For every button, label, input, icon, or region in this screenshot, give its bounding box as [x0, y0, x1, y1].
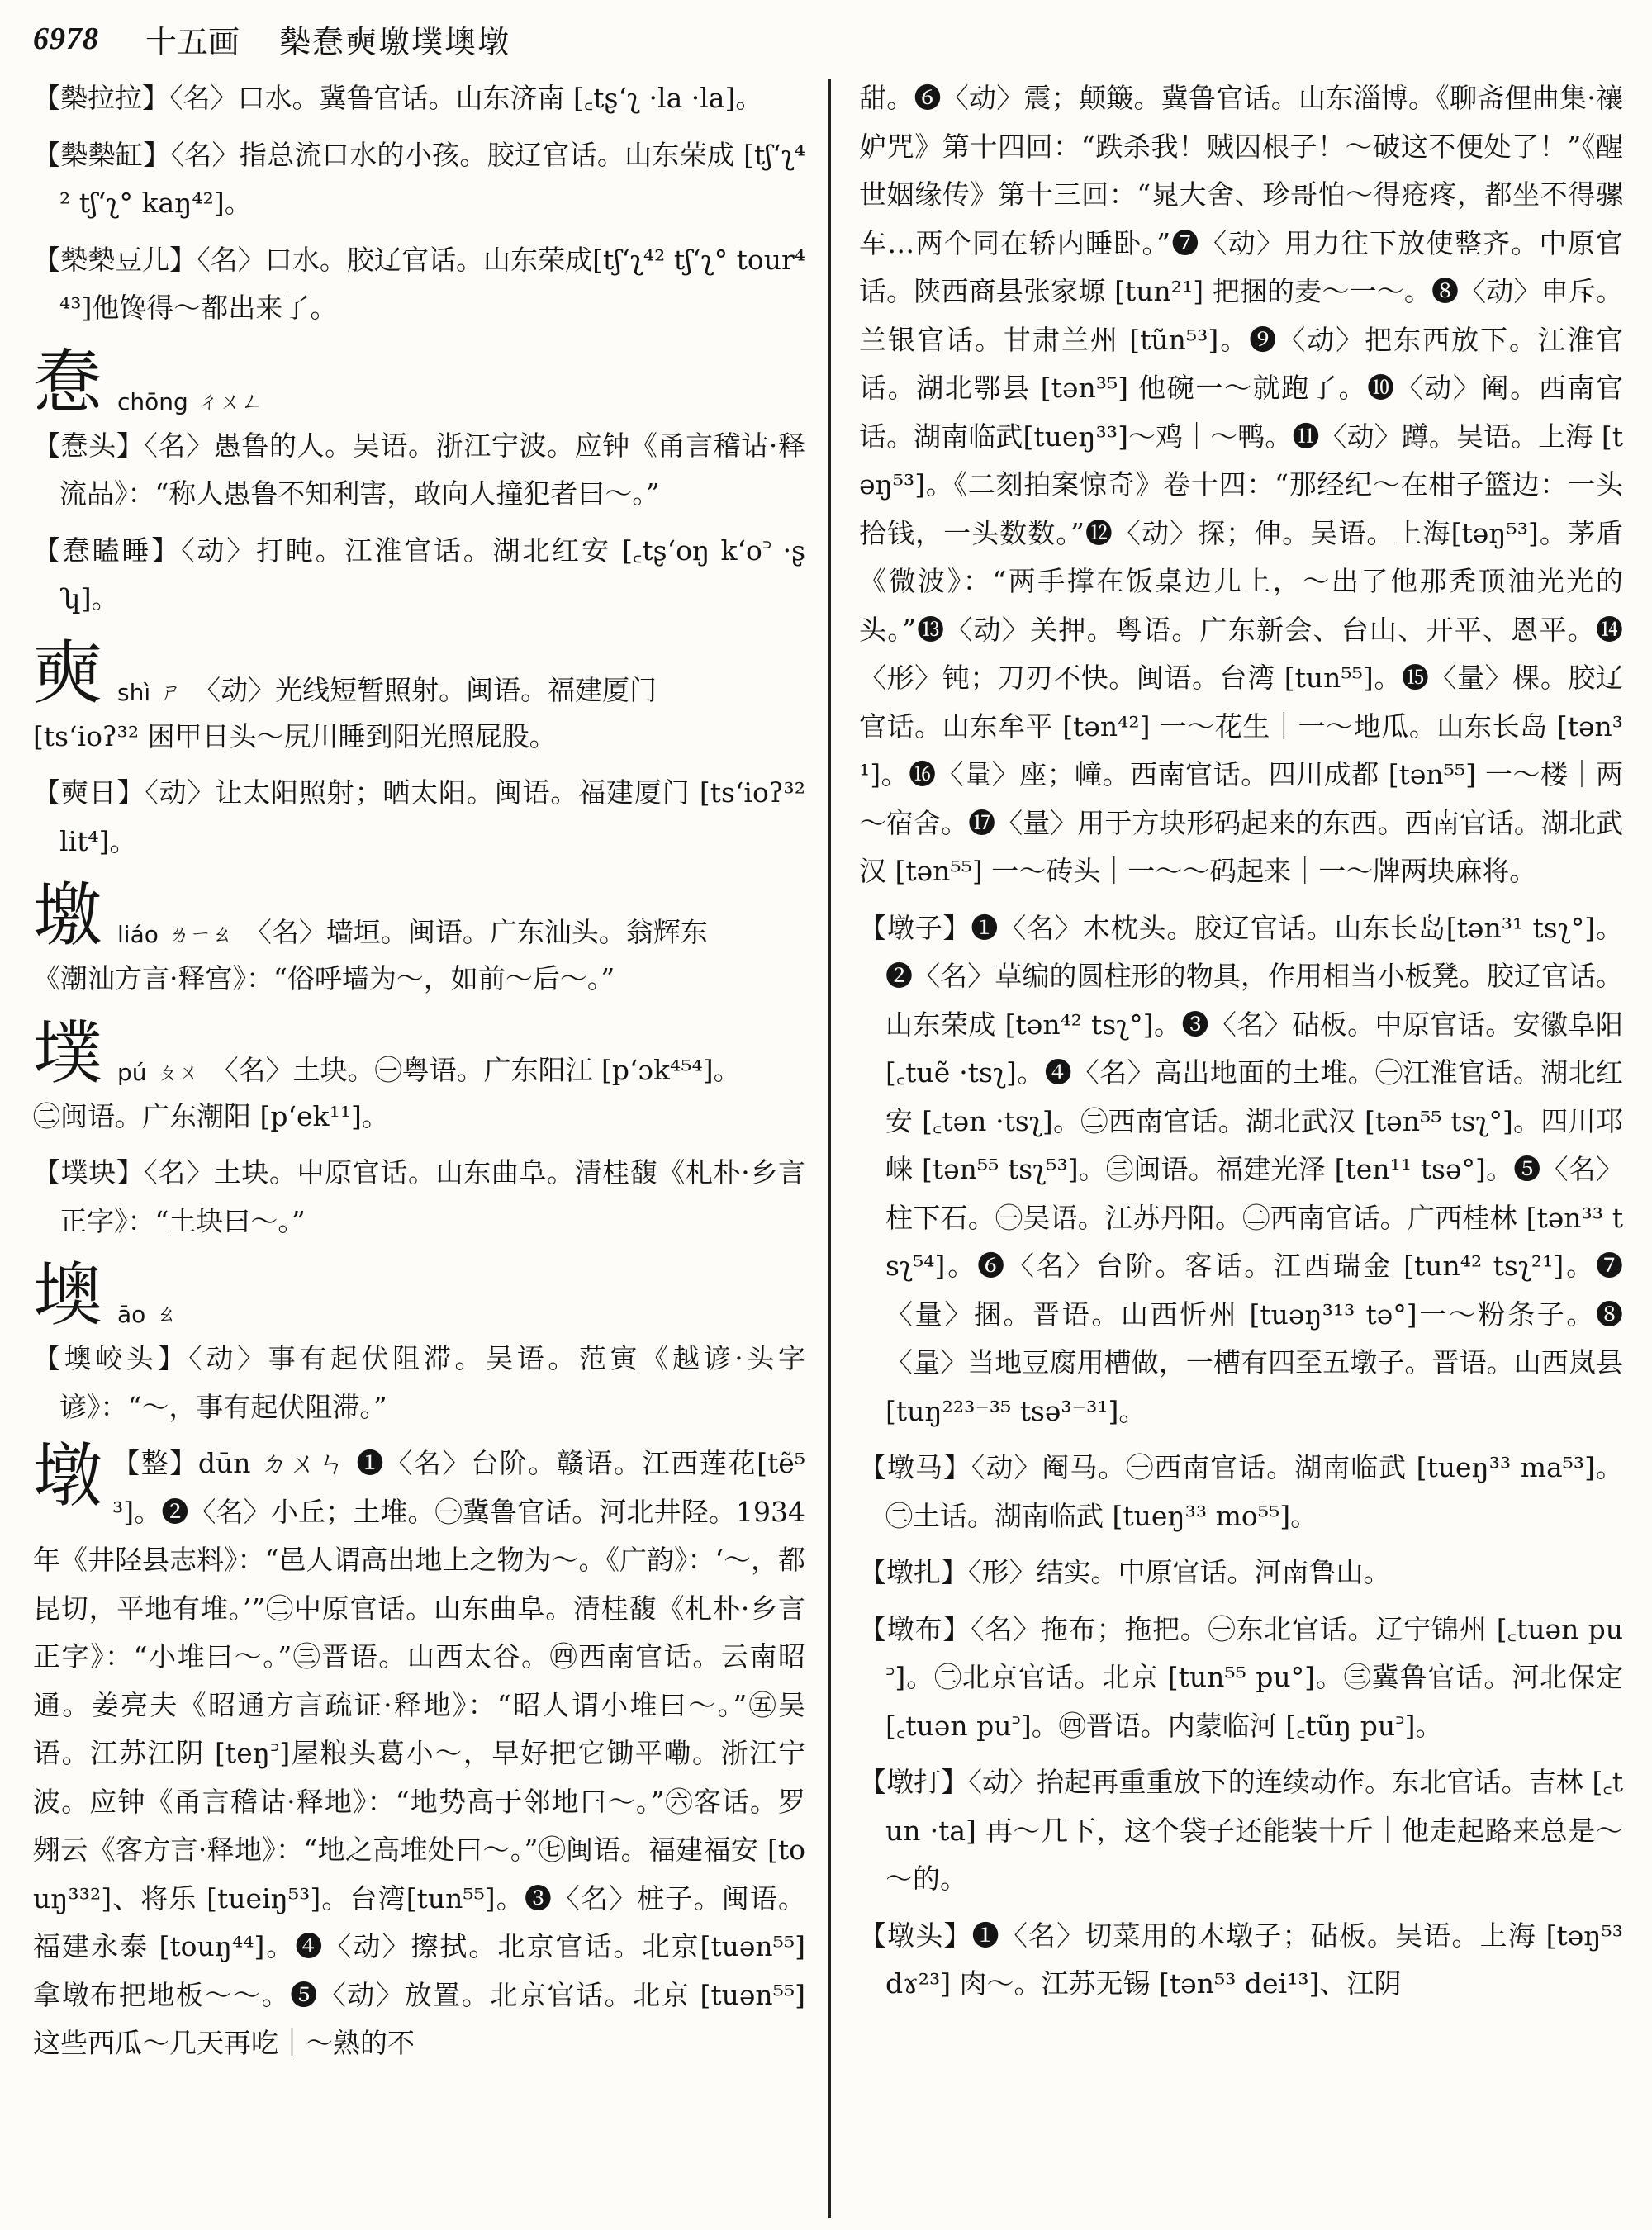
page-number: 6978: [33, 21, 99, 56]
dun-definition-continued: 甜。❻〈动〉震；颠簸。冀鲁官话。山东淄博。《聊斋俚曲集·禳妒咒》第十四回：“跌杀我！贼囚根子！～破这不便处了！”《醒世姻缘传》第十三回：“晁大舍、珍哥怕～得疮疼，都坐不得骡车…两个同在轿内睡卧。”❼〈动〉用力往下放使整齐。中原官话。陕西商县张家塬 [tun²¹] 把捆的麦～一～。❽〈动〉申斥。兰银官话。甘肃兰州 [tũn⁵³]。❾〈动〉把东西放下。江淮官话。湖北鄂县 [tən³⁵] 他碗一～就跑了。❿〈动〉阉。西南官话。湖南临武[tueŋ³³]～鸡｜～鸭。⓫〈动〉蹲。吴语。上海 [təŋ⁵³]。《二刻拍案惊奇》卷十四：“那经纪～在柑子篮边：一头拾钱，一头数数。”⓬〈动〉探；伸。吴语。上海[təŋ⁵³]。茅盾《微波》：“两手撑在饭桌边儿上，～出了他那秃顶油光光的头。”⓭〈动〉关押。粤语。广东新会、台山、开平、恩平。⓮〈形〉钝；刀刃不快。闽语。台湾 [tun⁵⁵]。⓯〈量〉棵。胶辽官话。山东牟平 [tən⁴²] 一～花生｜一～地瓜。山东长岛 [tən³¹]。⓰〈量〉座；幢。西南官话。四川成都 [tən⁵⁵] 一～楼｜两～宿舍。⓱〈量〉用于方块形码起来的东西。西南官话。湖北武汉 [tən⁵⁵] 一～砖头｜一～～码起来｜一～牌两块麻将。: [859, 82, 1623, 887]
entry-chong-ke-shui: 【惷瞌睡】〈动〉打盹。江淮官话。湖北红安 [꜀tʂʻoŋ kʻo꜄ ·ʂʮ]。: [33, 534, 805, 614]
entry-qi-la-la: 【槷拉拉】〈名〉口水。冀鲁官话。山东济南 [꜀tʂʻʅ ·la ·la]。: [33, 82, 763, 114]
entry-ao-jiao-tou: 【墺峧头】〈动〉事有起伏阻滞。吴语。范寅《越谚·头字谚》：“～，事有起伏阻滞。”: [33, 1342, 805, 1423]
char-entry-dun: [33, 1435, 805, 2068]
definition: 〈名〉土块。㊀粤语。广东阳江 [pʻɔk⁴⁵⁴]。: [211, 1053, 741, 1086]
headword-character: 惷: [33, 341, 103, 423]
pinyin: shì: [117, 678, 151, 706]
char-head-pu: [33, 1012, 805, 1094]
pinyin: chōng: [117, 387, 188, 415]
column-divider: [828, 79, 831, 2218]
definition-continued: [tsʻioʔ³² 困甲日头～尻川睡到阳光照屁股。: [33, 719, 557, 752]
entry-chong-tou: 【惷头】〈名〉愚鲁的人。吴语。浙江宁波。应钟《甬言稽诂·释流品》：“称人愚鲁不知利害，敢向人撞犯者曰～。”: [33, 429, 805, 510]
entry-pu-kuai: 【墣块】〈名〉土块。中原官话。山东曲阜。清桂馥《札朴·乡言正字》：“土块曰～。”: [33, 1156, 805, 1237]
entry-dun-da: 【墩打】〈动〉抬起再重重放下的连续动作。东北官话。吉林 [꜀tun ·ta] 再～几下，这个袋子还能装十斤｜他走起路来总是～～的。: [859, 1766, 1623, 1895]
zhuyin: ㄔㄨㄥ: [197, 389, 263, 415]
headword-character: 墣: [33, 1012, 103, 1094]
pinyin: āo: [117, 1301, 146, 1328]
page-header: [33, 12, 1619, 66]
entry-qi-qi-gang: 【槷槷缸】〈名〉指总流口水的小孩。胶辽官话。山东荣成 [tʃʻʅ⁴² tʃʻʅ° kaŋ⁴²]。: [33, 138, 805, 219]
entry-dun-zha: 【墩扎】〈形〉结实。中原官话。河南鲁山。: [859, 1556, 1391, 1588]
zhuyin: ㄌㄧㄠ: [168, 923, 233, 947]
char-head-ao: [33, 1254, 805, 1336]
entry-shi-ri: 【奭日】〈动〉让太阳照射；晒太阳。闽语。福建厦门 [tsʻioʔ³² lit⁴]。: [33, 776, 805, 857]
headword-character: 墩: [33, 1435, 103, 1516]
entry-dun-tou: 【墩头】❶〈名〉切菜用的木墩子；砧板。吴语。上海 [təŋ⁵³ dɤ²³] 肉～。江苏无锡 [tən⁵³ dei¹³]、江阴: [859, 1919, 1623, 2000]
left-column: [33, 74, 805, 2068]
zhuyin: ㄠ: [155, 1302, 178, 1327]
definition: 〈动〉光线短暂照射。闽语。福建厦门: [193, 673, 657, 706]
headword-character: 墺: [33, 1255, 103, 1336]
entry-dun-zi: 【墩子】❶〈名〉木枕头。胶辽官话。山东长岛[tən³¹ tsʅ°]。❷〈名〉草编的圆柱形的物具，作用相当小板凳。胶辽官话。山东荣成 [tən⁴² tsʅ°]。❸〈名〉砧板。中原官话。安徽阜阳[꜀tuẽ ·tsʅ]。❹〈名〉高出地面的土堆。㊀江淮官话。湖北红安 [꜀tən ·tsʅ]。㊁西南官话。湖北武汉 [tən⁵⁵ tsʅ°]。四川邛崃 [tən⁵⁵ tsʅ⁵³]。㊂闽语。福建光泽 [ten¹¹ tsə°]。❺〈名〉柱下石。㊀吴语。江苏丹阳。㊁西南官话。广西桂林 [tən³³ tsʅ⁵⁴]。❻〈名〉台阶。客话。江西瑞金 [tun⁴² tsʅ²¹]。❼〈量〉捆。晋语。山西忻州 [tuəŋ³¹³ tə°]一～粉条子。❽〈量〉当地豆腐用槽做，一槽有四至五墩子。晋语。山西岚县[tuŋ²²³⁻³⁵ tsə³⁻³¹]。: [859, 911, 1623, 1427]
definition-continued: ㊁闽语。广东潮阳 [pʻek¹¹]。: [33, 1099, 389, 1132]
headword-character: 墽: [33, 875, 103, 956]
stroke-count-label: 十五画: [145, 23, 240, 60]
entry-dun-ma: 【墩马】〈动〉阉马。㊀西南官话。湖南临武 [tueŋ³³ ma⁵³]。㊁土话。湖南临武 [tueŋ³³ mo⁵⁵]。: [859, 1451, 1623, 1532]
header-characters: 槷惷奭墽墣墺墩: [279, 23, 511, 60]
definition-continued: 《潮汕方言·释宫》：“俗呼墙为～，如前～后～。”: [33, 962, 615, 994]
char-head-liao: [33, 874, 805, 956]
entry-dun-bu: 【墩布】〈名〉拖布；拖把。㊀东北官话。辽宁锦州 [꜀tuən pu꜄]。㊁北京官话。北京 [tun⁵⁵ pu°]。㊂冀鲁官话。河北保定 [꜀tuən pu꜄]。㊃晋语。内蒙临河 [꜀tũŋ pu꜄]。: [859, 1612, 1623, 1742]
pinyin: pú: [117, 1058, 147, 1086]
definition: 〈名〉墙垣。闽语。广东汕头。翁辉东: [244, 916, 708, 948]
pinyin: liáo: [117, 921, 159, 948]
char-head-shi: [33, 632, 805, 714]
entry-qi-qi-dou-er: 【槷槷豆儿】〈名〉口水。胶辽官话。山东荣成[tʃʻʅ⁴² tʃʻʅ° tour⁴⁴³]他馋得～都出来了。: [33, 243, 805, 324]
zhuyin: ㄆㄨ: [156, 1060, 200, 1085]
char-head-chong: [33, 341, 805, 423]
headword-character: 奭: [33, 632, 103, 714]
right-column: [859, 74, 1623, 2017]
definition: 【整】dūn ㄉㄨㄣ ❶〈名〉台阶。赣语。江西莲花[tẽ⁵³]。❷〈名〉小丘；土堆。㊀冀鲁官话。河北井陉。1934年《井陉县志料》：“邑人谓高出地上之物为～。《广韵》：‘～，都昆切，平地有堆。’”㊁中原官话。山东曲阜。清桂馥《札朴·乡言正字》：“小堆曰～。”㊂晋语。山西太谷。㊃西南官话。云南昭通。姜亮夫《昭通方言疏证·释地》：“昭人谓小堆曰～。”㊄吴语。江苏江阴 [teŋ꜄]屋粮头葛小～，早好把它锄平嘞。浙江宁波。应钟《甬言稽诂·释地》：“地势高于邻地曰～。”㊅客话。罗翙云《客方言·释地》：“地之高堆处曰～。”㊆闽语。福建福安 [touŋ³³²]、将乐 [tueiŋ⁵³]。台湾[tun⁵⁵]。❸〈名〉桩子。闽语。福建永泰 [touŋ⁴⁴]。❹〈动〉擦拭。北京官话。北京[tuən⁵⁵] 拿墩布把地板～～。❺〈动〉放置。北京官话。北京 [tuən⁵⁵] 这些西瓜～几天再吃｜～熟的不: [33, 1447, 805, 2059]
zhuyin: ㄕ: [160, 680, 183, 705]
